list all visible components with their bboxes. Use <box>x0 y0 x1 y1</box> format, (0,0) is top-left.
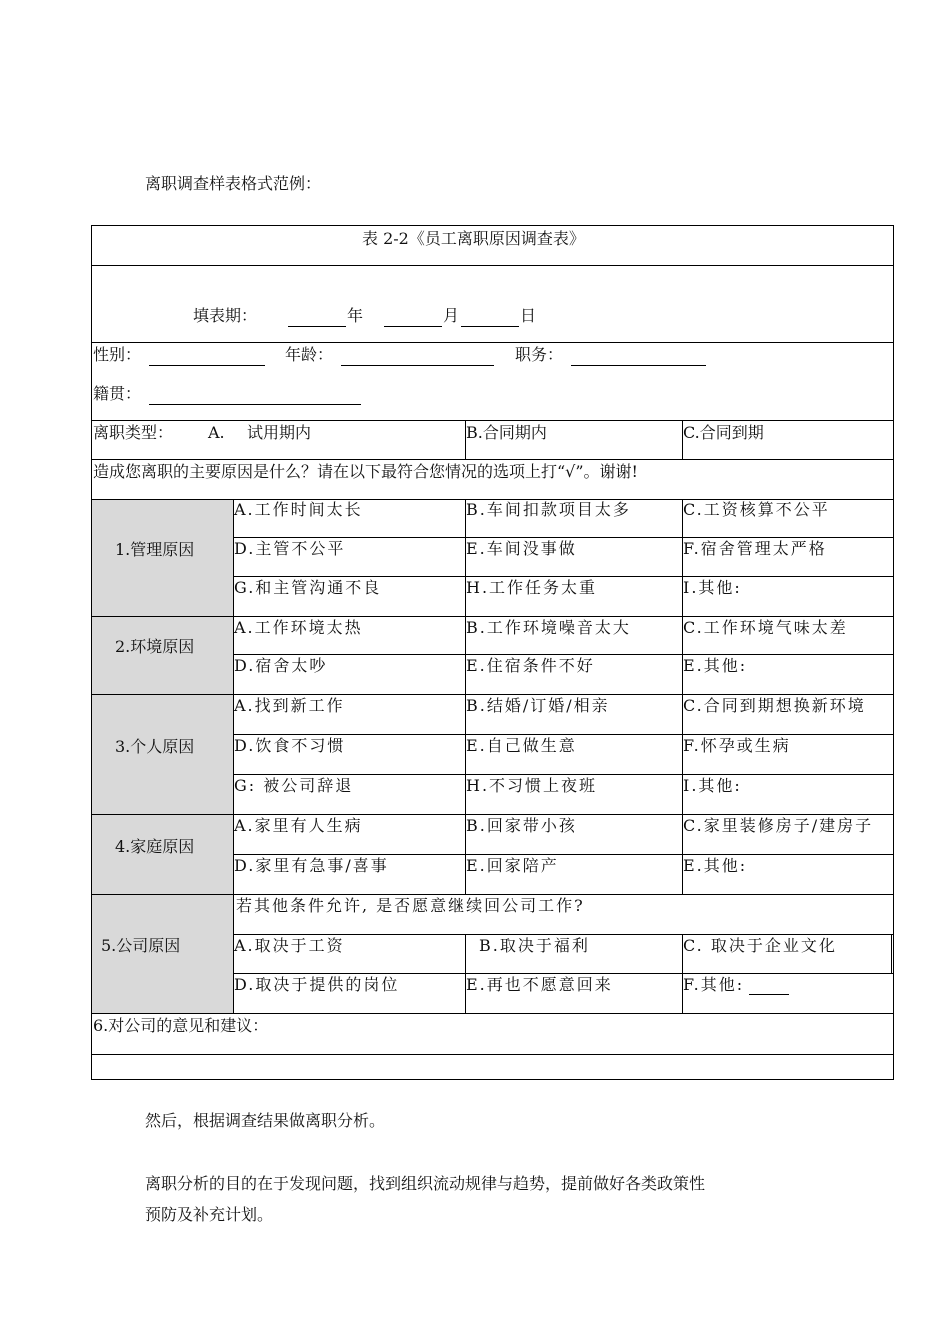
option-item[interactable]: H.不习惯上夜班 <box>466 776 598 795</box>
fill-date-label: 填表期： <box>193 306 258 325</box>
category-family: 4.家庭原因 <box>115 837 195 856</box>
option-item[interactable]: E.住宿条件不好 <box>466 656 595 675</box>
option-item[interactable]: G: 被公司辞退 <box>234 776 354 795</box>
year-label: 年 <box>347 306 364 325</box>
option-item[interactable]: E.再也不愿意回来 <box>466 975 613 994</box>
row-divider <box>92 265 893 266</box>
category-company: 5.公司原因 <box>101 936 181 955</box>
position-field[interactable] <box>571 349 706 366</box>
month-label: 月 <box>443 306 460 325</box>
option-item[interactable]: F.宿舍管理太严格 <box>683 539 827 558</box>
col-divider <box>891 934 892 973</box>
row-divider <box>92 1054 893 1055</box>
option-item[interactable]: B.回家带小孩 <box>466 816 577 835</box>
after-line-1: 然后，根据调查结果做离职分析。 <box>145 1111 386 1130</box>
row-divider <box>233 854 893 855</box>
row-divider <box>233 654 893 655</box>
category-mgmt: 1.管理原因 <box>115 540 195 559</box>
option-item[interactable]: E.其他: <box>683 656 748 675</box>
row-divider <box>92 814 893 815</box>
option-item[interactable]: A.取决于工资 <box>234 936 345 955</box>
day-label: 日 <box>520 306 537 325</box>
row-divider <box>92 459 893 460</box>
intro-text: 离职调查样表格式范例： <box>145 174 322 193</box>
form-title: 表 2-2《员工离职原因调查表》 <box>362 229 585 248</box>
option-item[interactable]: B.工作环境噪音太大 <box>466 618 631 637</box>
option-item[interactable]: C.合同到期想换新环境 <box>683 696 866 715</box>
option-item[interactable]: E.车间没事做 <box>466 539 577 558</box>
option-item[interactable]: H.工作任务太重 <box>466 578 598 597</box>
after-line-2: 离职分析的目的在于发现问题，找到组织流动规律与趋势，提前做好各类政策性 <box>145 1174 706 1193</box>
hometown-label: 籍贯： <box>93 384 142 403</box>
option-item[interactable]: C.家里装修房子/建房子 <box>683 816 874 835</box>
row-divider <box>233 973 893 974</box>
option-item[interactable]: A.工作时间太长 <box>234 500 363 519</box>
option-item[interactable]: D.宿舍太吵 <box>234 656 328 675</box>
type-option-a[interactable]: 试用期内 <box>247 423 312 442</box>
row-divider <box>92 894 893 895</box>
suggestion-label: 6.对公司的意见和建议： <box>93 1016 269 1035</box>
row-divider <box>92 342 893 343</box>
type-option-b[interactable]: B.合同期内 <box>466 423 547 442</box>
option-item[interactable]: F.怀孕或生病 <box>683 736 791 755</box>
row-divider <box>92 694 893 695</box>
option-item[interactable]: G.和主管沟通不良 <box>234 578 382 597</box>
row-divider <box>233 576 893 577</box>
option-item[interactable]: E.回家陪产 <box>466 856 559 875</box>
main-question: 造成您离职的主要原因是什么？请在以下最符合您情况的选项上打“√”。谢谢! <box>93 462 638 481</box>
row-divider <box>233 934 893 935</box>
age-field[interactable] <box>341 349 494 366</box>
row-divider <box>233 734 893 735</box>
option-item[interactable]: C.工作环境气味太差 <box>683 618 848 637</box>
year-field[interactable] <box>288 310 346 327</box>
type-label: 离职类型： <box>93 423 174 442</box>
option-item[interactable]: A.找到新工作 <box>234 696 345 715</box>
option-item[interactable]: D.取决于提供的岗位 <box>234 975 400 994</box>
option-item[interactable]: E.自己做生意 <box>466 736 577 755</box>
category-personal: 3.个人原因 <box>115 737 195 756</box>
gender-field[interactable] <box>149 349 265 366</box>
category-env: 2.环境原因 <box>115 637 195 656</box>
type-option-c[interactable]: C.合同到期 <box>683 423 764 442</box>
option-item[interactable]: D.饮食不习惯 <box>234 736 346 755</box>
row-divider <box>92 1013 893 1014</box>
option-item[interactable]: D.主管不公平 <box>234 539 346 558</box>
row-divider <box>92 420 893 421</box>
option-item[interactable]: C. 取决于企业文化 <box>683 936 837 955</box>
after-line-3: 预防及补充计划。 <box>145 1205 274 1224</box>
option-item[interactable]: E.其他: <box>683 856 748 875</box>
row-divider <box>233 774 893 775</box>
company-other-field[interactable] <box>749 978 789 995</box>
option-item[interactable]: D.家里有急事/喜事 <box>234 856 389 875</box>
option-item[interactable]: F.其他: <box>683 975 745 994</box>
position-label: 职务： <box>515 345 564 364</box>
option-item[interactable]: I.其他: <box>683 776 742 795</box>
option-item[interactable]: B.结婚/订婚/相亲 <box>466 696 610 715</box>
option-item[interactable]: I.其他: <box>683 578 742 597</box>
option-item[interactable]: B.车间扣款项目太多 <box>466 500 631 519</box>
option-item[interactable]: A.家里有人生病 <box>234 816 363 835</box>
col-divider <box>465 934 466 1013</box>
row-divider <box>92 616 893 617</box>
option-item[interactable]: A.工作环境太热 <box>234 618 363 637</box>
age-label: 年龄： <box>285 345 334 364</box>
day-field[interactable] <box>461 310 519 327</box>
hometown-field[interactable] <box>149 388 361 405</box>
gender-label: 性别： <box>93 345 142 364</box>
month-field[interactable] <box>384 310 442 327</box>
company-question: 若其他条件允许, 是否愿意继续回公司工作? <box>236 896 585 915</box>
type-option-a-letter[interactable]: A. <box>208 423 225 442</box>
option-item[interactable]: B.取决于福利 <box>479 936 590 955</box>
option-item[interactable]: C.工资核算不公平 <box>683 500 830 519</box>
row-divider <box>233 537 893 538</box>
